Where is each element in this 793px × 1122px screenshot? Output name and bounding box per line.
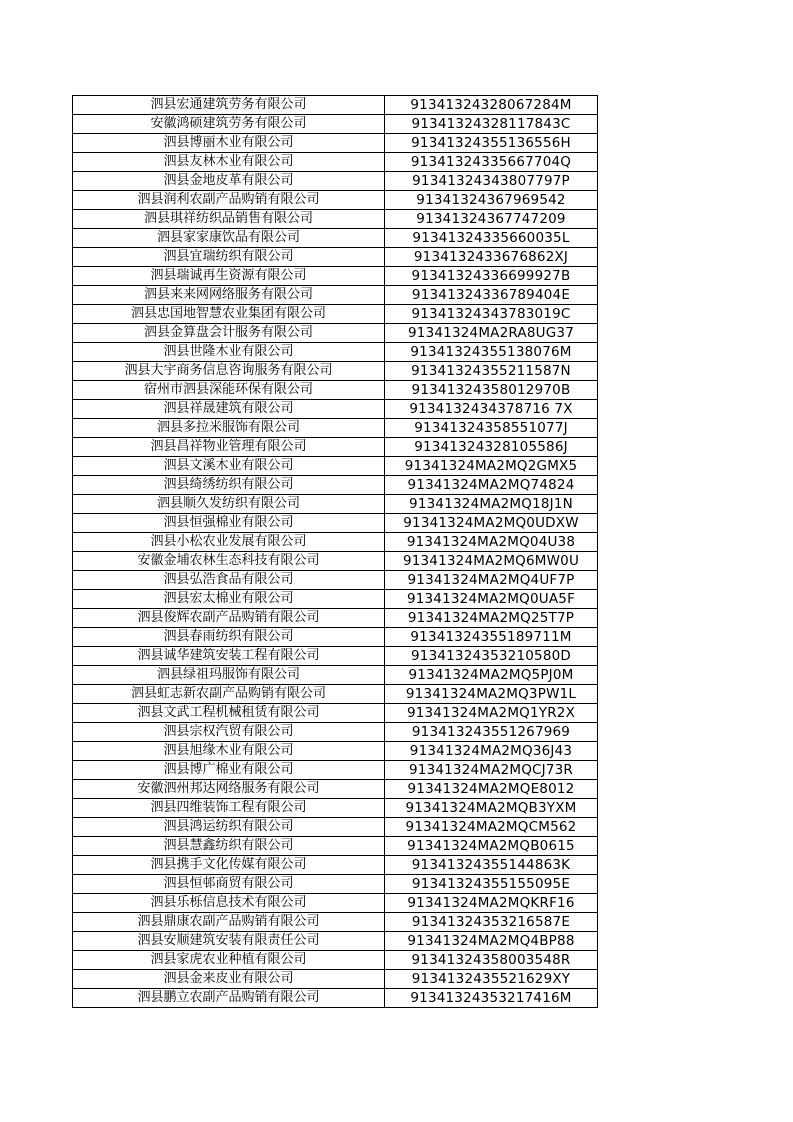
table-row xyxy=(73,780,598,799)
company-name-cell: 泗县携手文化传媒有限公司 xyxy=(73,856,385,875)
credit-code-cell: 91341324328067284M xyxy=(385,96,598,115)
table-row xyxy=(73,818,598,837)
table-row xyxy=(73,343,598,362)
company-name-cell: 泗县世隆木业有限公司 xyxy=(73,343,385,362)
company-name-cell: 泗县绿祖玛服饰有限公司 xyxy=(73,666,385,685)
company-name-cell: 泗县鸿运纺织有限公司 xyxy=(73,818,385,837)
credit-code-cell: 91341324355144863K xyxy=(385,856,598,875)
table-row xyxy=(73,552,598,571)
company-name-cell: 泗县金算盘会计服务有限公司 xyxy=(73,324,385,343)
table-row xyxy=(73,248,598,267)
table-row xyxy=(73,153,598,172)
company-name-cell: 泗县文溪木业有限公司 xyxy=(73,457,385,476)
table-row xyxy=(73,647,598,666)
company-name-cell: 泗县春雨纺织有限公司 xyxy=(73,628,385,647)
company-name-cell: 宿州市泗县深能环保有限公司 xyxy=(73,381,385,400)
credit-code-cell: 91341324358551077J xyxy=(385,419,598,438)
table-row xyxy=(73,799,598,818)
table-row xyxy=(73,989,598,1008)
company-name-cell: 泗县宜瑞纺织有限公司 xyxy=(73,248,385,267)
company-name-cell: 泗县顺久发纺织有限公司 xyxy=(73,495,385,514)
company-name-cell: 泗县四维装饰工程有限公司 xyxy=(73,799,385,818)
company-name-cell: 泗县旭缘木业有限公司 xyxy=(73,742,385,761)
company-name-cell: 泗县文武工程机械租赁有限公司 xyxy=(73,704,385,723)
company-name-cell: 泗县博丽木业有限公司 xyxy=(73,134,385,153)
credit-code-cell: 91341324MA2MQ1YR2X xyxy=(385,704,598,723)
company-name-cell: 泗县琪祥纺织品销售有限公司 xyxy=(73,210,385,229)
table-row xyxy=(73,267,598,286)
company-name-cell: 泗县宗权汽贸有限公司 xyxy=(73,723,385,742)
company-name-cell: 泗县忠国地智慧农业集团有限公司 xyxy=(73,305,385,324)
table-row xyxy=(73,685,598,704)
credit-code-cell: 91341324336699927B xyxy=(385,267,598,286)
credit-code-cell: 9134132434378716 7X xyxy=(385,400,598,419)
credit-code-cell: 913413243551267969 xyxy=(385,723,598,742)
company-name-cell: 泗县润利农副产品购销有限公司 xyxy=(73,191,385,210)
table-row xyxy=(73,229,598,248)
table-row xyxy=(73,457,598,476)
company-name-cell: 泗县祥晟建筑有限公司 xyxy=(73,400,385,419)
table-row xyxy=(73,609,598,628)
credit-code-cell: 91341324343807797P xyxy=(385,172,598,191)
credit-code-cell: 9134132433676862XJ xyxy=(385,248,598,267)
table-row xyxy=(73,856,598,875)
company-name-cell: 泗县绮绣纺织有限公司 xyxy=(73,476,385,495)
table-row xyxy=(73,571,598,590)
credit-code-cell: 91341324355138076M xyxy=(385,343,598,362)
credit-code-cell: 91341324355136556H xyxy=(385,134,598,153)
company-name-cell: 泗县博广棉业有限公司 xyxy=(73,761,385,780)
credit-code-cell: 91341324355155095E xyxy=(385,875,598,894)
table-row xyxy=(73,514,598,533)
company-name-cell: 泗县友林木业有限公司 xyxy=(73,153,385,172)
company-name-cell: 泗县宏通建筑劳务有限公司 xyxy=(73,96,385,115)
table-row xyxy=(73,951,598,970)
credit-code-cell: 91341324MA2MQ04U38 xyxy=(385,533,598,552)
table-row xyxy=(73,970,598,989)
table-row xyxy=(73,913,598,932)
credit-code-cell: 9134132435521629XY xyxy=(385,970,598,989)
credit-code-cell: 91341324MA2MQKRF16 xyxy=(385,894,598,913)
table-row xyxy=(73,761,598,780)
credit-code-cell: 91341324MA2MQ2GMX5 xyxy=(385,457,598,476)
credit-code-cell: 91341324MA2MQ3PW1L xyxy=(385,685,598,704)
table-row xyxy=(73,476,598,495)
company-table xyxy=(72,95,598,1008)
credit-code-cell: 91341324353216587E xyxy=(385,913,598,932)
credit-code-cell: 91341324MA2MQ5PJ0M xyxy=(385,666,598,685)
credit-code-cell: 91341324MA2MQ25T7P xyxy=(385,609,598,628)
credit-code-cell: 91341324358012970B xyxy=(385,381,598,400)
company-name-cell: 泗县金地皮革有限公司 xyxy=(73,172,385,191)
table-row xyxy=(73,932,598,951)
credit-code-cell: 91341324335660035L xyxy=(385,229,598,248)
company-name-cell: 泗县宏太棉业有限公司 xyxy=(73,590,385,609)
table-row xyxy=(73,704,598,723)
credit-code-cell: 91341324MA2MQ0UA5F xyxy=(385,590,598,609)
company-name-cell: 泗县多拉米服饰有限公司 xyxy=(73,419,385,438)
company-name-cell: 泗县慧鑫纺织有限公司 xyxy=(73,837,385,856)
table-row xyxy=(73,324,598,343)
credit-code-cell: 91341324MA2MQCM562 xyxy=(385,818,598,837)
company-name-cell: 泗县大宇商务信息咨询服务有限公司 xyxy=(73,362,385,381)
table-row xyxy=(73,590,598,609)
company-name-cell: 泗县家家康饮品有限公司 xyxy=(73,229,385,248)
table-row xyxy=(73,172,598,191)
company-name-cell: 泗县鼎康农副产品购销有限公司 xyxy=(73,913,385,932)
company-name-cell: 泗县恒强棉业有限公司 xyxy=(73,514,385,533)
company-table-body xyxy=(73,96,598,1008)
credit-code-cell: 91341324MA2MQ74824 xyxy=(385,476,598,495)
table-row xyxy=(73,875,598,894)
credit-code-cell: 91341324MA2MQCJ73R xyxy=(385,761,598,780)
company-name-cell: 泗县恒邨商贸有限公司 xyxy=(73,875,385,894)
table-row xyxy=(73,191,598,210)
table-row xyxy=(73,666,598,685)
table-row xyxy=(73,210,598,229)
credit-code-cell: 91341324343783019C xyxy=(385,305,598,324)
company-name-cell: 泗县来来网网络服务有限公司 xyxy=(73,286,385,305)
table-row xyxy=(73,438,598,457)
company-name-cell: 安徽泗州邦达网络服务有限公司 xyxy=(73,780,385,799)
credit-code-cell: 91341324MA2MQB0615 xyxy=(385,837,598,856)
company-name-cell: 安徽金埔农林生态科技有限公司 xyxy=(73,552,385,571)
table-row xyxy=(73,628,598,647)
table-row xyxy=(73,495,598,514)
company-name-cell: 泗县鹏立农副产品购销有限公司 xyxy=(73,989,385,1008)
credit-code-cell: 91341324358003548R xyxy=(385,951,598,970)
company-name-cell: 安徽鸿硕建筑劳务有限公司 xyxy=(73,115,385,134)
company-name-cell: 泗县小松农业发展有限公司 xyxy=(73,533,385,552)
credit-code-cell: 91341324335667704Q xyxy=(385,153,598,172)
credit-code-cell: 91341324MA2MQ4BP88 xyxy=(385,932,598,951)
company-name-cell: 泗县俊辉农副产品购销有限公司 xyxy=(73,609,385,628)
company-name-cell: 泗县虹志新农副产品购销有限公司 xyxy=(73,685,385,704)
credit-code-cell: 91341324MA2MQ0UDXW xyxy=(385,514,598,533)
table-row xyxy=(73,837,598,856)
table-row xyxy=(73,381,598,400)
table-row xyxy=(73,134,598,153)
credit-code-cell: 91341324367969542 xyxy=(385,191,598,210)
company-name-cell: 泗县弘浩食品有限公司 xyxy=(73,571,385,590)
table-row xyxy=(73,742,598,761)
company-name-cell: 泗县乐栎信息技术有限公司 xyxy=(73,894,385,913)
credit-code-cell: 91341324MA2MQ6MW0U xyxy=(385,552,598,571)
credit-code-cell: 91341324328117843C xyxy=(385,115,598,134)
company-name-cell: 泗县瑞诚再生资源有限公司 xyxy=(73,267,385,286)
credit-code-cell: 91341324MA2MQ36J43 xyxy=(385,742,598,761)
company-name-cell: 泗县诚华建筑安装工程有限公司 xyxy=(73,647,385,666)
table-row xyxy=(73,894,598,913)
credit-code-cell: 91341324355211587N xyxy=(385,362,598,381)
credit-code-cell: 91341324336789404E xyxy=(385,286,598,305)
table-row xyxy=(73,286,598,305)
company-name-cell: 泗县昌祥物业管理有限公司 xyxy=(73,438,385,457)
credit-code-cell: 91341324353217416M xyxy=(385,989,598,1008)
credit-code-cell: 91341324355189711M xyxy=(385,628,598,647)
credit-code-cell: 91341324367747209 xyxy=(385,210,598,229)
table-row xyxy=(73,115,598,134)
table-row xyxy=(73,723,598,742)
table-row xyxy=(73,400,598,419)
credit-code-cell: 91341324353210580D xyxy=(385,647,598,666)
credit-code-cell: 91341324MA2MQB3YXM xyxy=(385,799,598,818)
table-row xyxy=(73,305,598,324)
company-name-cell: 泗县金来皮业有限公司 xyxy=(73,970,385,989)
table-row xyxy=(73,419,598,438)
credit-code-cell: 91341324MA2MQ4UF7P xyxy=(385,571,598,590)
table-row xyxy=(73,533,598,552)
credit-code-cell: 91341324MA2RA8UG37 xyxy=(385,324,598,343)
credit-code-cell: 91341324MA2MQE8012 xyxy=(385,780,598,799)
credit-code-cell: 91341324328105586J xyxy=(385,438,598,457)
company-name-cell: 泗县安顺建筑安装有限责任公司 xyxy=(73,932,385,951)
table-row xyxy=(73,362,598,381)
table-row xyxy=(73,96,598,115)
credit-code-cell: 91341324MA2MQ18J1N xyxy=(385,495,598,514)
company-name-cell: 泗县家虎农业种植有限公司 xyxy=(73,951,385,970)
